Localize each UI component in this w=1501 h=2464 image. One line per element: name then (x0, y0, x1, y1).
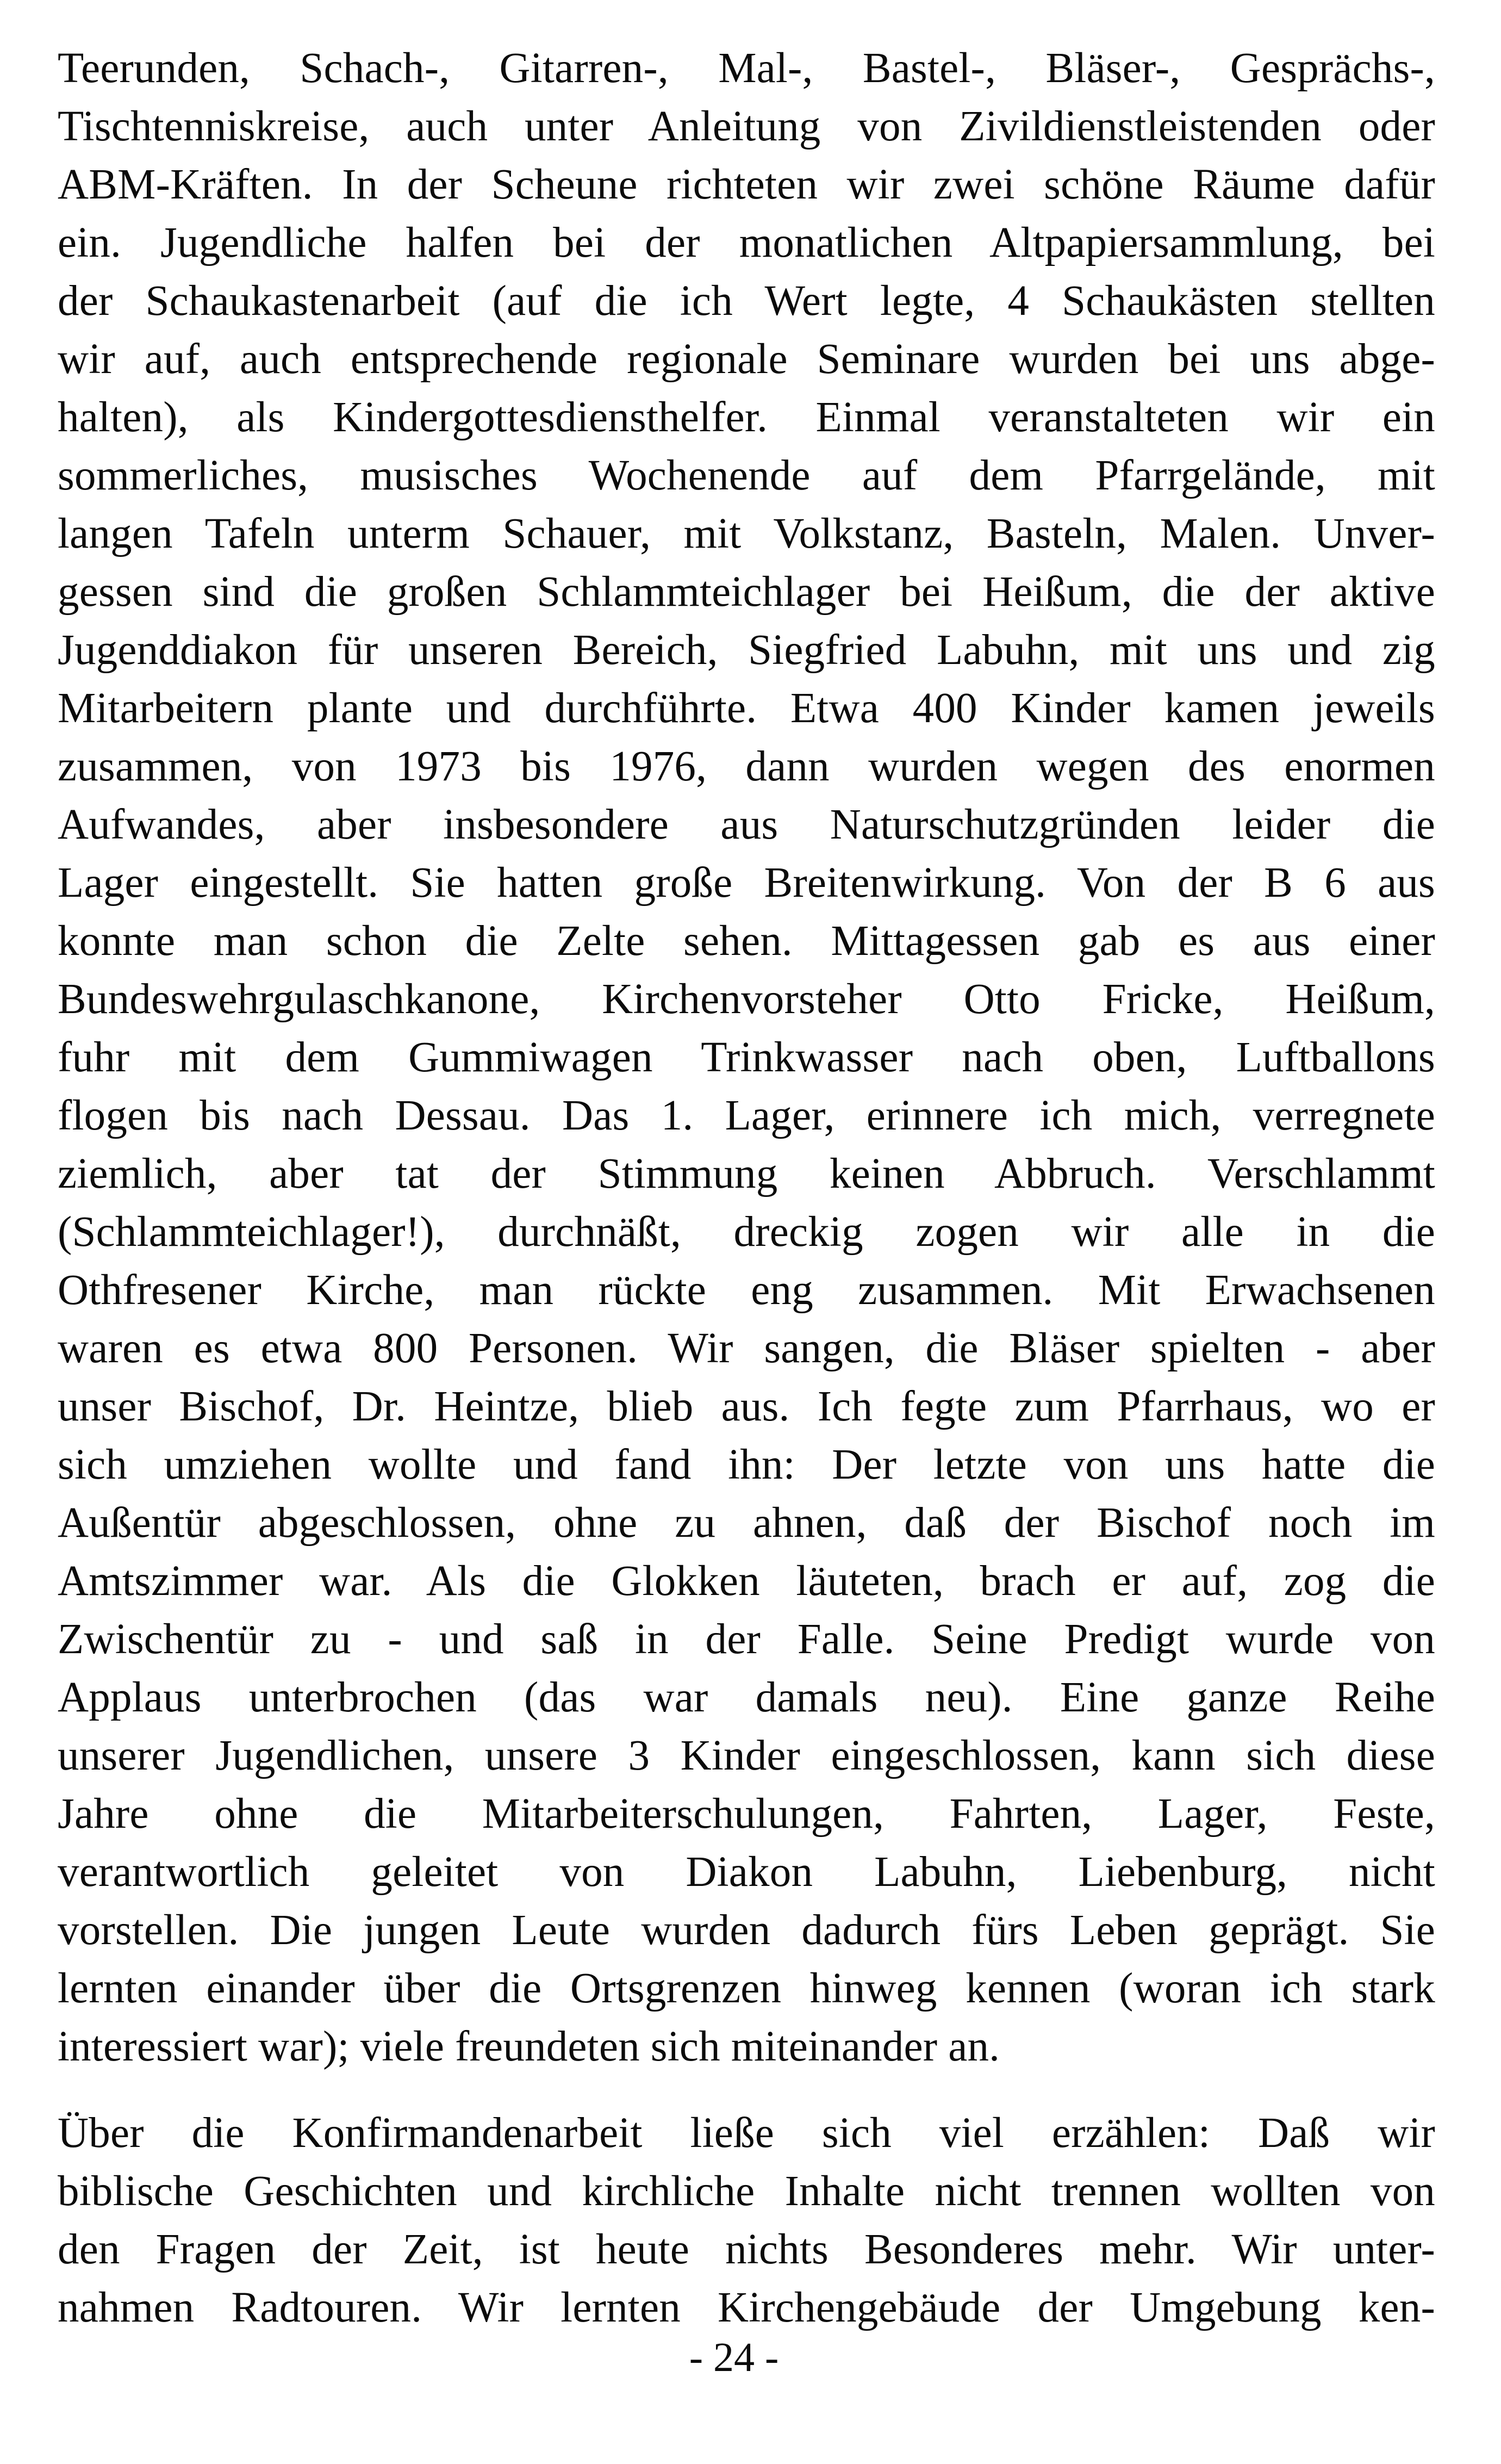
text-line: unserer Jugendlichen, unsere 3 Kinder eingeschlossen, kann sich diese (58, 1732, 1435, 1779)
text-line: Bundeswehrgulaschkanone, Kirchenvorsteher Otto Fricke, Heißum, (58, 976, 1435, 1023)
text-line: sich umziehen wollte und fand ihn: Der letzte von uns hatte die (58, 1441, 1435, 1488)
text-block (58, 39, 1435, 2337)
text-line: langen Tafeln unterm Schauer, mit Volkstanz, Basteln, Malen. Unver- (58, 510, 1435, 557)
text-line: vorstellen. Die jungen Leute wurden dadurch fürs Leben geprägt. Sie (58, 1907, 1435, 1954)
text-line: fuhr mit dem Gummiwagen Trinkwasser nach oben, Luftballons (58, 1034, 1435, 1081)
text-line: Lager eingestellt. Sie hatten große Breitenwirkung. Von der B 6 aus (58, 859, 1435, 907)
text-line: unser Bischof, Dr. Heintze, blieb aus. Ich fegte zum Pfarrhaus, wo er (58, 1383, 1435, 1430)
text-line: Außentür abgeschlossen, ohne zu ahnen, daß der Bischof noch im (58, 1499, 1435, 1547)
text-line: flogen bis nach Dessau. Das 1. Lager, erinnere ich mich, verregnete (58, 1092, 1435, 1139)
paragraph-1 (58, 39, 1435, 2076)
text-line: Jugenddiakon für unseren Bereich, Siegfried Labuhn, mit uns und zig (58, 626, 1435, 674)
text-line: zusammen, von 1973 bis 1976, dann wurden wegen des enormen (58, 743, 1435, 790)
text-line: Mitarbeitern plante und durchführte. Etwa 400 Kinder kamen jeweils (58, 685, 1435, 732)
text-line: Jahre ohne die Mitarbeiterschulungen, Fahrten, Lager, Feste, (58, 1790, 1435, 1838)
text-line: interessiert war); viele freundeten sich miteinander an. (58, 2023, 1000, 2070)
text-line: (Schlammteichlager!), durchnäßt, dreckig zogen wir alle in die (58, 1208, 1435, 1256)
paragraph-2 (58, 2104, 1435, 2337)
text-line: ein. Jugendliche halfen bei der monatlichen Altpapiersammlung, bei (58, 219, 1435, 266)
text-line: den Fragen der Zeit, ist heute nichts Besonderes mehr. Wir unter- (58, 2226, 1435, 2273)
text-line: Amtszimmer war. Als die Glokken läuteten, brach er auf, zog die (58, 1557, 1435, 1605)
text-line: sommerliches, musisches Wochenende auf dem Pfarrgelände, mit (58, 452, 1435, 499)
text-line: Othfresener Kirche, man rückte eng zusammen. Mit Erwachsenen (58, 1267, 1435, 1314)
text-line: ABM-Kräften. In der Scheune richteten wir zwei schöne Räume dafür (58, 161, 1435, 208)
text-line: Über die Konfirmandenarbeit ließe sich viel erzählen: Daß wir (58, 2109, 1435, 2157)
text-line: halten), als Kindergottesdiensthelfer. Einmal veranstalteten wir ein (58, 394, 1435, 441)
text-line: konnte man schon die Zelte sehen. Mittagessen gab es aus einer (58, 917, 1435, 965)
text-line: nahmen Radtouren. Wir lernten Kirchengebäude der Umgebung ken- (58, 2284, 1435, 2331)
text-line: lernten einander über die Ortsgrenzen hinweg kennen (woran ich stark (58, 1965, 1435, 2012)
text-line: der Schaukastenarbeit (auf die ich Wert legte, 4 Schaukästen stellten (58, 277, 1435, 325)
text-line: biblische Geschichten und kirchliche Inhalte nicht trennen wollten von (58, 2168, 1435, 2215)
text-line: gessen sind die großen Schlammteichlager bei Heißum, die der aktive (58, 568, 1435, 616)
text-line: Zwischentür zu - und saß in der Falle. Seine Predigt wurde von (58, 1616, 1435, 1663)
text-line: Applaus unterbrochen (das war damals neu). Eine ganze Reihe (58, 1674, 1435, 1721)
text-line: waren es etwa 800 Personen. Wir sangen, die Bläser spielten - aber (58, 1325, 1435, 1372)
text-line: ziemlich, aber tat der Stimmung keinen Abbruch. Verschlammt (58, 1150, 1435, 1197)
text-line: Tischtenniskreise, auch unter Anleitung von Zivildienstleistenden oder (58, 103, 1435, 150)
text-line: Teerunden, Schach-, Gitarren-, Mal-, Bastel-, Bläser-, Gesprächs-, (58, 45, 1435, 92)
text-line: verantwortlich geleitet von Diakon Labuhn, Liebenburg, nicht (58, 1848, 1435, 1896)
page-number: - 24 - (689, 2335, 779, 2380)
text-line: wir auf, auch entsprechende regionale Seminare wurden bei uns abge- (58, 336, 1435, 383)
text-line: Aufwandes, aber insbesondere aus Naturschutzgründen leider die (58, 801, 1435, 848)
